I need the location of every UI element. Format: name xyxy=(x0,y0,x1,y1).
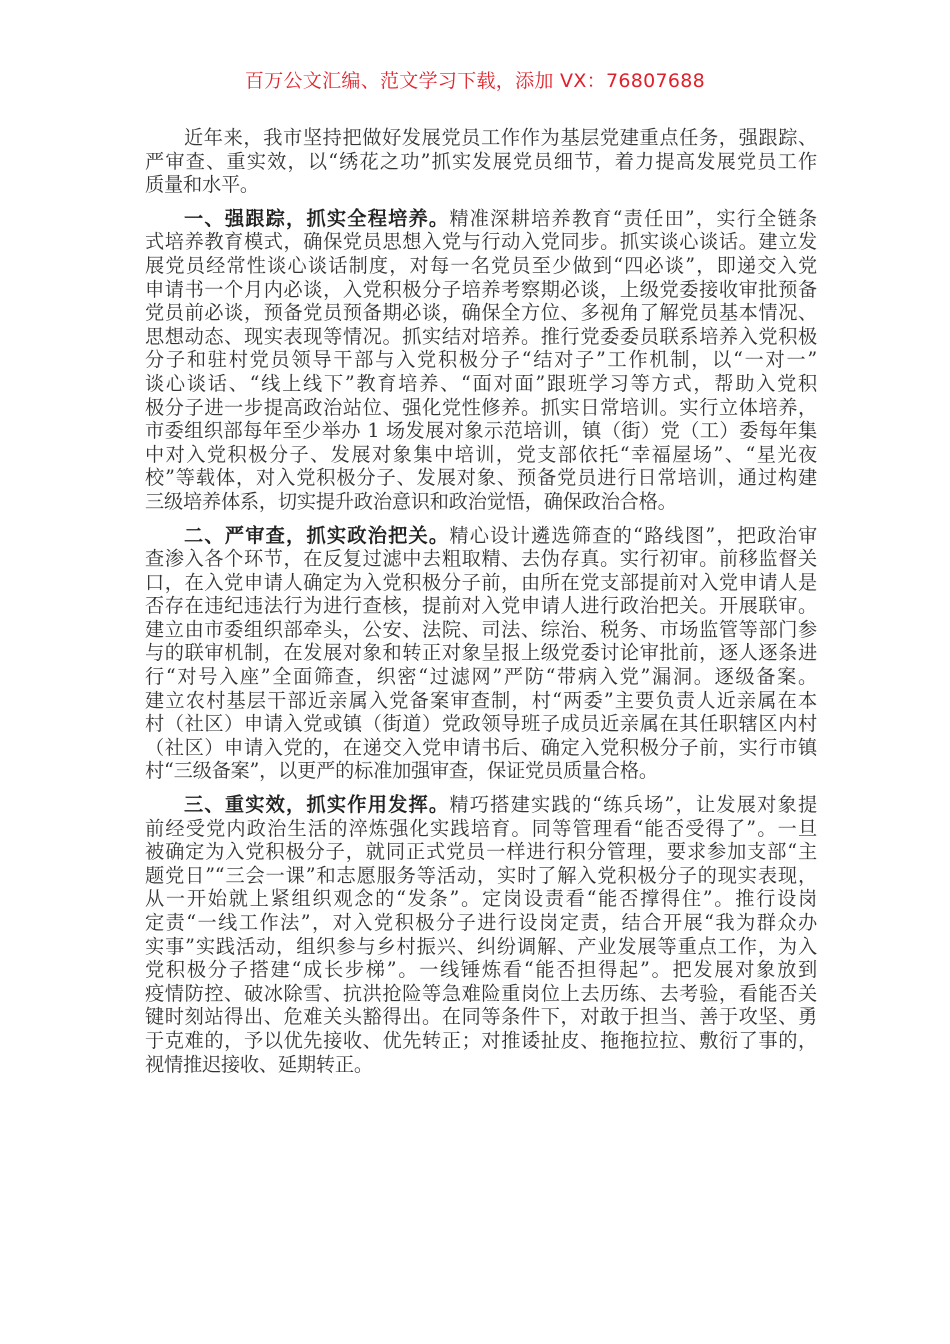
text-line: 实事”实践活动，组织参与乡村振兴、纠纷调解、产业发展等重点工作，为入 xyxy=(145,934,817,958)
text-line: 从一开始就上紧组织观念的“发条”。定岗设责看“能否撑得住”。推行设岗 xyxy=(145,887,817,911)
text-segment: 精准深耕培养教育“责任田”，实行全链条 xyxy=(449,206,817,230)
text-line: 被确定为入党积极分子，就同正式党员一样进行积分管理，要求参加支部“主 xyxy=(145,840,817,864)
text-line xyxy=(145,793,817,817)
download-banner: 百万公文汇编、范文学习下载，添加 VX：76807688 xyxy=(244,70,706,92)
document-body xyxy=(145,126,817,1086)
text-line xyxy=(145,207,817,231)
text-segment: 精心设计遴选筛查的“路线图”，把政治审 xyxy=(449,523,817,547)
text-line: 口，在入党申请人确定为入党积极分子前，由所在党支部提前对入党申请人是 xyxy=(145,570,817,594)
text-line: 否存在违纪违法行为进行查核，提前对入党申请人进行政治把关。开展联审。 xyxy=(145,594,817,618)
text-line: 行“对号入座”全面筛查，织密“过滤网”严防“带病入党”漏洞。逐级备案。 xyxy=(145,665,817,689)
text-line: 前经受党内政治生活的淬炼强化实践培育。同等管理看“能否受得了”。一旦 xyxy=(145,816,817,840)
section-3-paragraph xyxy=(145,793,817,1076)
section-2-paragraph xyxy=(145,524,817,784)
text-line: 键时刻站得出、危难关头豁得出。在同等条件下，对敢于担当、善于攻坚、勇 xyxy=(145,1005,817,1029)
text-line: 思想动态、现实表现等情况。抓实结对培养。推行党委委员联系培养入党积极 xyxy=(145,324,817,348)
section-1-paragraph xyxy=(145,207,817,514)
text-line: 定责“一线工作法”，对入党积极分子进行设岗定责，结合开展“我为群众办 xyxy=(145,911,817,934)
text-line: 建立由市委组织部牵头，公安、法院、司法、综治、税务、市场监管等部门参 xyxy=(145,617,817,641)
section-3-heading: 三、重实效，抓实作用发挥。 xyxy=(184,793,450,817)
text-line: 质量和水平。 xyxy=(145,173,259,197)
section-1-heading: 一、强跟踪，抓实全程培养。 xyxy=(184,206,450,230)
intro-paragraph xyxy=(145,126,817,197)
text-line: 近年来，我市坚持把做好发展党员工作作为基层党建重点任务，强跟踪、 xyxy=(184,126,817,149)
text-line: 与的联审机制，在发展对象和转正对象呈报上级党委讨论审批前，逐人逐条进 xyxy=(145,641,817,665)
text-line: 市委组织部每年至少举办 1 场发展对象示范培训，镇（街）党（工）委每年集 xyxy=(145,419,817,443)
text-line: 极分子进一步提高政治站位、强化党性修养。抓实日常培训。实行立体培养， xyxy=(145,395,817,419)
text-line: 党积极分子搭建“成长步梯”。一线锤炼看“能否担得起”。把发展对象放到 xyxy=(145,958,817,982)
text-line: 展党员经常性谈心谈话制度，对每一名党员至少做到“四必谈”，即递交入党 xyxy=(145,253,817,277)
text-line: 分子和驻村党员领导干部与入党积极分子“结对子”工作机制，以“一对一” xyxy=(145,348,817,372)
text-line: 谈心谈话、“线上线下”教育培养、“面对面”跟班学习等方式，帮助入党积 xyxy=(145,371,817,395)
text-line: 村（社区）申请入党或镇（街道）党政领导班子成员近亲属在其任职辖区内村 xyxy=(145,712,817,736)
text-line: 题党日”“三会一课”和志愿服务等活动，实时了解入党积极分子的现实表现， xyxy=(145,863,817,887)
text-line: 建立农村基层干部近亲属入党备案审查制，村“两委”主要负责人近亲属在本 xyxy=(145,688,817,712)
text-line: 查渗入各个环节，在反复过滤中去粗取精、去伪存真。实行初审。前移监督关 xyxy=(145,547,817,571)
text-line: 中对入党积极分子、发展对象集中培训，党支部依托“幸福屋场”、“星光夜 xyxy=(145,442,817,466)
text-line: 村“三级备案”，以更严的标准加强审查，保证党员质量合格。 xyxy=(145,759,658,783)
text-line: 严审查、重实效，以“绣花之功”抓实发展党员细节，着力提高发展党员工作 xyxy=(145,149,817,173)
text-line: 于克难的，予以优先接收、优先转正；对推诿扯皮、拖拖拉拉、敷衍了事的， xyxy=(145,1028,817,1052)
text-line: 视情推迟接收、延期转正。 xyxy=(145,1052,373,1076)
text-line: （社区）申请入党的，在递交入党申请书后、确定入党积极分子前，实行市镇 xyxy=(145,735,817,759)
text-line: 校”等载体，对入党积极分子、发展对象、预备党员进行日常培训，通过构建 xyxy=(145,466,817,490)
text-line: 疫情防控、破冰除雪、抗洪抢险等急难险重岗位上去历练、去考验，看能否关 xyxy=(145,981,817,1005)
text-line: 申请书一个月内必谈，入党积极分子培养考察期必谈，上级党委接收审批预备 xyxy=(145,277,817,301)
section-2-heading: 二、严审查，抓实政治把关。 xyxy=(184,523,450,547)
text-line: 式培养教育模式，确保党员思想入党与行动入党同步。抓实谈心谈话。建立发 xyxy=(145,230,817,254)
text-line: 三级培养体系，切实提升政治意识和政治觉悟，确保政治合格。 xyxy=(145,489,677,513)
text-segment: 精巧搭建实践的“练兵场”，让发展对象提 xyxy=(449,793,817,817)
text-line xyxy=(145,524,817,548)
text-line: 党员前必谈，预备党员预备期必谈，确保全方位、多视角了解党员基本情况、 xyxy=(145,301,817,325)
